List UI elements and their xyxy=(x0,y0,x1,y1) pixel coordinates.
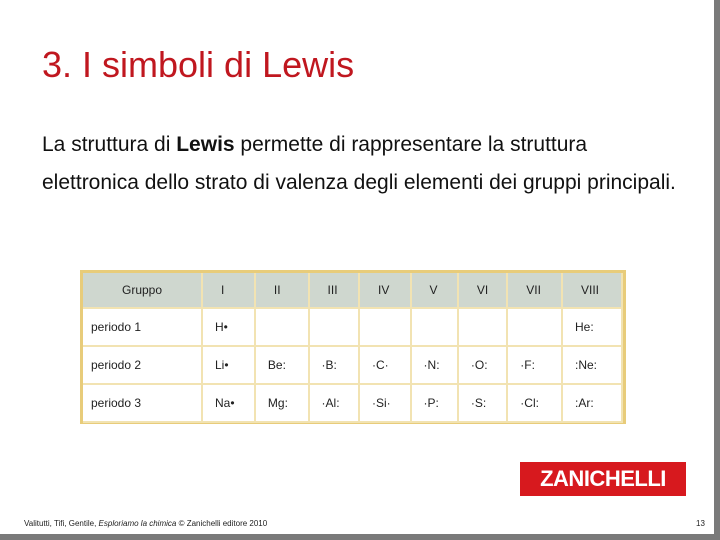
footer-book: Esploriamo la chimica xyxy=(98,519,177,528)
lewis-symbol: :Ne: xyxy=(563,347,623,385)
lewis-symbol: Mg: xyxy=(256,385,310,423)
table-header-cell: VI xyxy=(459,273,508,309)
lewis-symbol: ·S: xyxy=(459,385,508,423)
lewis-symbol: ·Cl: xyxy=(508,385,563,423)
table-header-cell: IV xyxy=(360,273,412,309)
body-text-part2: permette di rappresentare la struttura elettronica dello strato di valenza degli elementi dei gruppi principali. xyxy=(42,133,676,194)
table-row xyxy=(83,347,623,385)
lewis-table-frame xyxy=(80,270,626,424)
body-text-part1: La struttura di xyxy=(42,133,177,156)
lewis-symbol: Na• xyxy=(203,385,256,423)
lewis-symbol xyxy=(256,309,310,347)
row-label: periodo 2 xyxy=(83,347,203,385)
lewis-symbol: He: xyxy=(563,309,623,347)
page-number: 13 xyxy=(696,519,705,528)
lewis-symbol xyxy=(412,309,459,347)
lewis-symbol xyxy=(360,309,412,347)
table-header-row xyxy=(83,273,623,309)
lewis-symbol: Be: xyxy=(256,347,310,385)
lewis-symbol: ·O: xyxy=(459,347,508,385)
table-header-cell: Gruppo xyxy=(83,273,203,309)
table-header-cell: II xyxy=(256,273,310,309)
table-row xyxy=(83,385,623,423)
lewis-symbol xyxy=(310,309,360,347)
table-header-cell: III xyxy=(310,273,360,309)
footer-authors: Valitutti, Tifi, Gentile, xyxy=(24,519,99,528)
lewis-symbol: H• xyxy=(203,309,256,347)
table-row xyxy=(83,309,623,347)
table-header-cell: V xyxy=(412,273,459,309)
lewis-symbol: ·C· xyxy=(360,347,412,385)
lewis-symbol xyxy=(508,309,563,347)
lewis-symbol: ·B: xyxy=(310,347,360,385)
lewis-symbol: ·F: xyxy=(508,347,563,385)
lewis-symbol xyxy=(459,309,508,347)
body-paragraph xyxy=(42,126,682,202)
row-label: periodo 1 xyxy=(83,309,203,347)
table-header-cell: I xyxy=(203,273,256,309)
lewis-symbol: ·N: xyxy=(412,347,459,385)
footer-credit xyxy=(24,519,267,528)
row-label: periodo 3 xyxy=(83,385,203,423)
lewis-symbol: ·Si· xyxy=(360,385,412,423)
lewis-symbol: :Ar: xyxy=(563,385,623,423)
lewis-symbol: ·P: xyxy=(412,385,459,423)
lewis-symbol: ·Al: xyxy=(310,385,360,423)
footer-rest: © Zanichelli editore 2010 xyxy=(176,519,268,528)
lewis-table xyxy=(83,273,623,423)
zanichelli-logo: ZANICHELLI xyxy=(520,462,686,496)
table-header-cell: VIII xyxy=(563,273,623,309)
lewis-symbol: Li• xyxy=(203,347,256,385)
slide-title: 3. I simboli di Lewis xyxy=(42,44,355,85)
table-header-cell: VII xyxy=(508,273,563,309)
body-text-bold: Lewis xyxy=(176,133,235,156)
